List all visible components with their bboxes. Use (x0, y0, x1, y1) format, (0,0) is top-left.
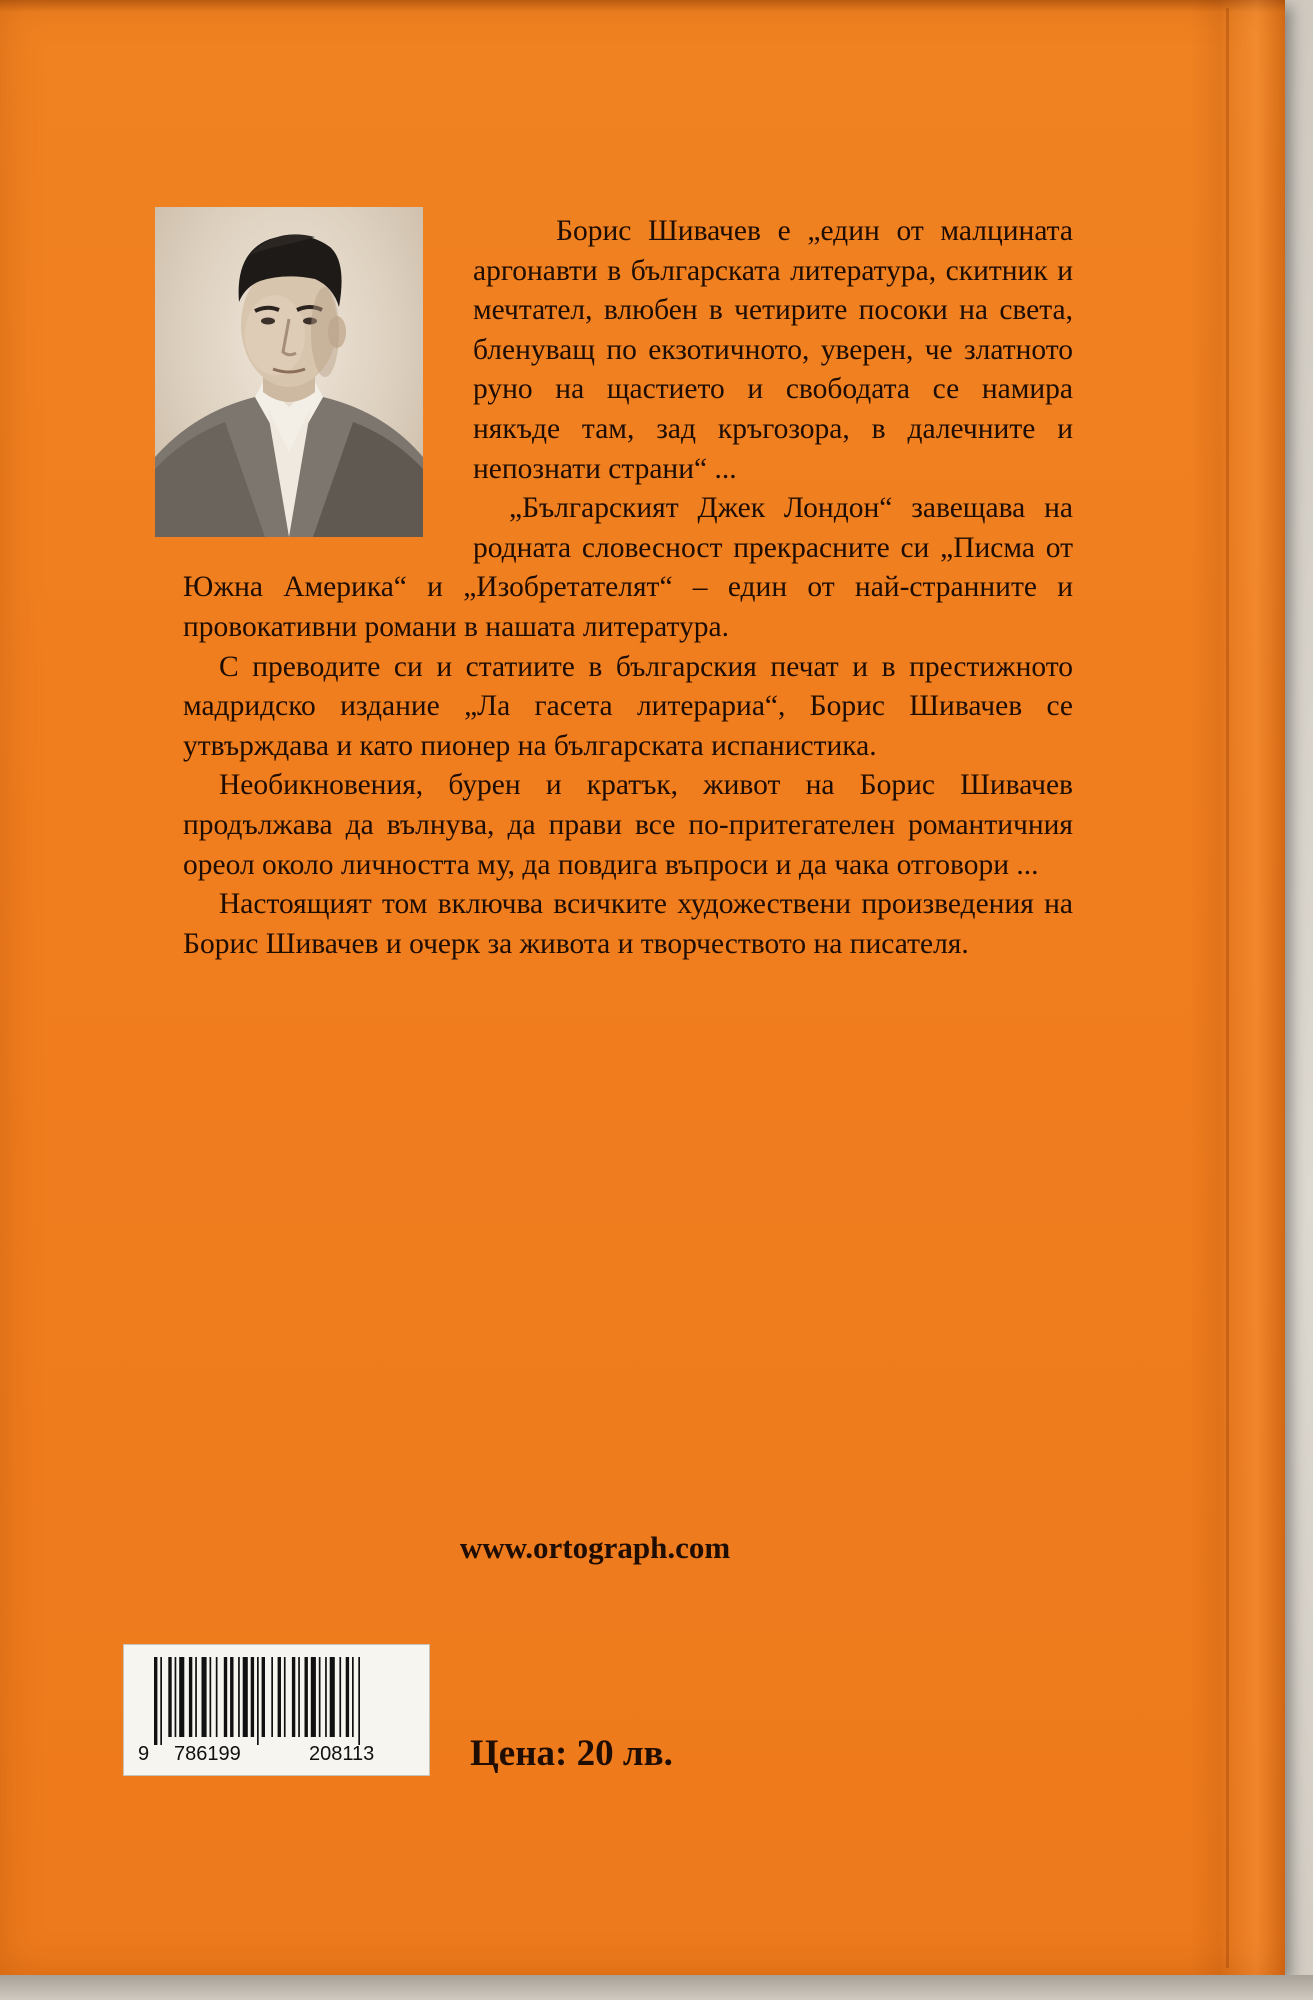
barcode-digits-right: 208113 (309, 1743, 375, 1765)
barcode-bar (330, 1657, 335, 1737)
barcode-digit-first: 9 (138, 1743, 150, 1765)
barcode-bar (305, 1657, 308, 1737)
barcode-bar (168, 1657, 171, 1737)
barcode-bar (298, 1657, 300, 1737)
barcode-bar (262, 1657, 265, 1737)
paragraph-2: „Българският Джек Лондон“ завещава на родната словесност прекрасните си „Писма от Южна Америка“ и „Изобретателят“ – един от най-странните и провокативни романи в нашата литература. (183, 492, 1073, 643)
publisher-website: www.ortograph.com (459, 1530, 731, 1565)
cover-top-edge (0, 0, 1285, 12)
barcode-bar (292, 1657, 295, 1737)
barcode-bar (352, 1657, 354, 1737)
paragraph-1 (183, 212, 1073, 489)
barcode-bar (243, 1657, 248, 1737)
barcode-bar (230, 1657, 233, 1737)
paragraph-5: Настоящият том включва всичките художествени произведения на Борис Шивачев и очерк за живота и творчеството на писателя. (183, 888, 1073, 960)
barcode-bar (284, 1657, 286, 1737)
description-text (183, 212, 1073, 964)
barcode-bar (325, 1657, 327, 1737)
price-label: Цена: 20 лв. (470, 1733, 673, 1774)
barcode-bar (251, 1657, 254, 1737)
paragraph-4: Необикновения, бурен и кратък, живот на Борис Шивачев продължава да вълнува, да прави все по-притегателен романтичния ореол около личността му, да повдига въпроси и да чака отговори ... (183, 769, 1073, 881)
barcode-bars (124, 1645, 429, 1745)
barcode-digits-left: 786199 (174, 1743, 241, 1765)
barcode-bar (189, 1657, 192, 1737)
isbn-barcode (123, 1644, 430, 1776)
barcode-bar (154, 1657, 157, 1745)
barcode-bar (216, 1657, 218, 1737)
barcode-bar (339, 1657, 341, 1737)
paragraph-1-text: Борис Шивачев е „един от малцината аргонавти в българската литература, скитник и мечтател, влюбен в четирите посоки на света, бленуващ по екзотичното, уверен, че златното руно на щастието и свободата се намира някъде там, зад кръгозора, в далечните и непознати страни“ ... (473, 215, 1073, 485)
barcode-bar (311, 1657, 316, 1737)
barcode-bar (238, 1657, 240, 1737)
barcode-bar (195, 1657, 197, 1737)
barcode-bar (160, 1657, 162, 1745)
table-surface (0, 1975, 1313, 2000)
barcode-bar (224, 1657, 227, 1737)
barcode-bar (346, 1657, 349, 1737)
barcode-bar (175, 1657, 177, 1737)
barcode-bar (271, 1657, 273, 1737)
spine-hinge-line (1226, 8, 1229, 1968)
barcode-bar (358, 1657, 360, 1745)
barcode-bar (210, 1657, 212, 1737)
portrait-spacer (183, 212, 473, 534)
barcode-bar (179, 1657, 184, 1737)
book-spine-edge (1190, 0, 1285, 1975)
barcode-bar (257, 1657, 259, 1745)
barcode-bar (319, 1657, 321, 1737)
barcode-digits (124, 1741, 429, 1771)
barcode-bar (278, 1657, 281, 1737)
barcode-bar (202, 1657, 207, 1737)
paragraph-3: С преводите си и статиите в българския печат и в престижното мадридско издание „Ла гасета литерариа“, Борис Шивачев се утвърждава и като пионер на българската испанистика. (183, 650, 1073, 762)
